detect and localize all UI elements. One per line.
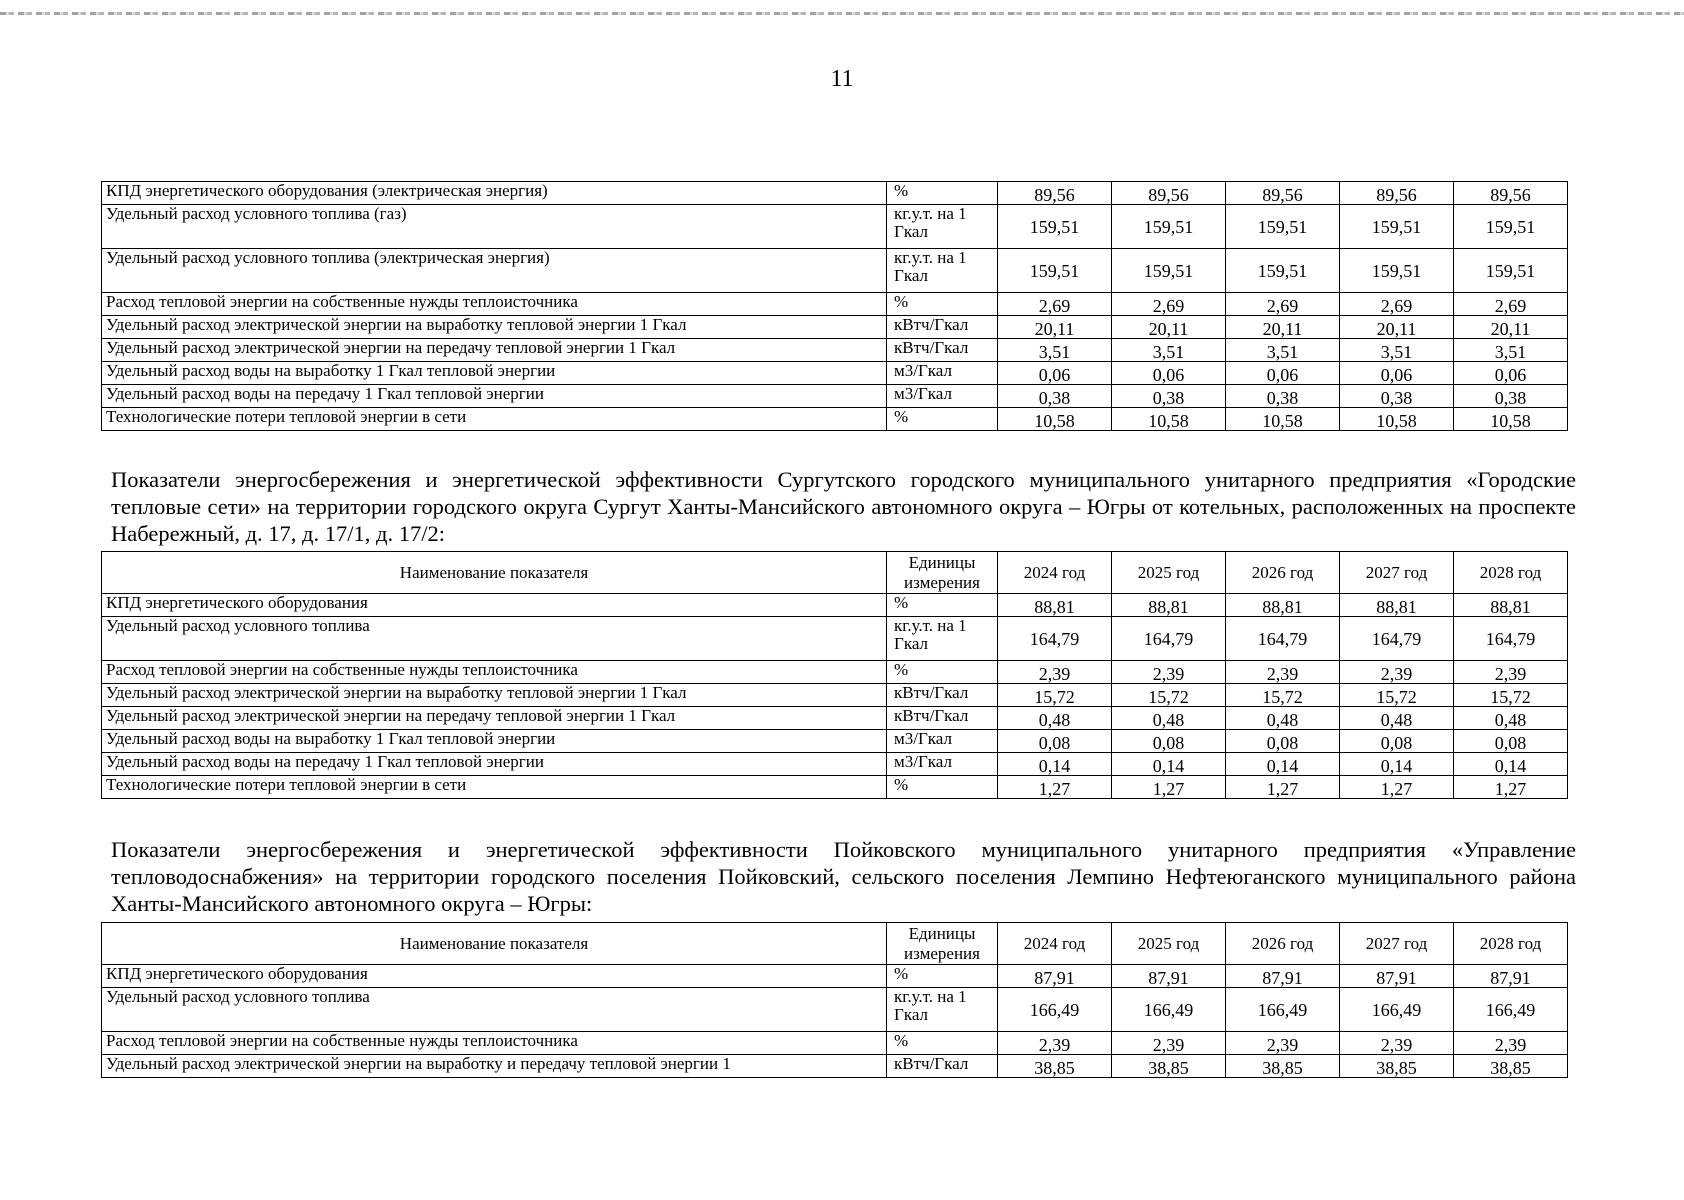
indicator-value: 20,11: [1112, 316, 1226, 339]
indicator-name: Удельный расход условного топлива: [102, 617, 887, 661]
indicator-value: 0,08: [1454, 730, 1568, 753]
indicator-value: 87,91: [1340, 965, 1454, 988]
indicator-value: 0,14: [1226, 753, 1340, 776]
indicator-value: 0,48: [998, 707, 1112, 730]
table-row: [102, 988, 1568, 1032]
indicator-value: 2,39: [1226, 661, 1340, 684]
indicator-value: 159,51: [1454, 249, 1568, 293]
indicator-unit: кВтч/Гкал: [887, 707, 998, 730]
indicator-name: Удельный расход электрической энергии на выработку тепловой энергии 1 Гкал: [102, 684, 887, 707]
indicator-unit: м3/Гкал: [887, 753, 998, 776]
indicator-value: 0,38: [1226, 385, 1340, 408]
indicator-value: 89,56: [1112, 182, 1226, 205]
indicators-table-3: [101, 922, 1568, 1078]
indicator-unit: кВтч/Гкал: [887, 1055, 998, 1078]
indicator-unit: м3/Гкал: [887, 385, 998, 408]
header-unit: Единицы измерения: [887, 552, 998, 594]
indicator-name: Удельный расход условного топлива: [102, 988, 887, 1032]
indicator-value: 10,58: [1226, 408, 1340, 431]
table-row: [102, 385, 1568, 408]
indicators-table-2: [101, 551, 1568, 799]
header-year: 2026 год: [1226, 552, 1340, 594]
header-unit: Единицы измерения: [887, 923, 998, 965]
table-row: [102, 408, 1568, 431]
indicator-value: 159,51: [1226, 249, 1340, 293]
indicator-value: 0,06: [1112, 362, 1226, 385]
indicator-value: 2,39: [1454, 661, 1568, 684]
indicator-value: 3,51: [1112, 339, 1226, 362]
table-row: [102, 1032, 1568, 1055]
indicator-value: 1,27: [1112, 776, 1226, 799]
page-number: 11: [830, 66, 854, 92]
indicator-value: 0,06: [998, 362, 1112, 385]
indicator-value: 89,56: [1454, 182, 1568, 205]
table-row: [102, 707, 1568, 730]
indicator-value: 10,58: [1454, 408, 1568, 431]
table-row: [102, 249, 1568, 293]
indicator-value: 15,72: [998, 684, 1112, 707]
indicator-value: 0,06: [1454, 362, 1568, 385]
indicator-value: 159,51: [1340, 249, 1454, 293]
indicator-value: 3,51: [1226, 339, 1340, 362]
indicator-value: 1,27: [998, 776, 1112, 799]
indicator-value: 0,38: [998, 385, 1112, 408]
indicator-name: Удельный расход электрической энергии на передачу тепловой энергии 1 Гкал: [102, 707, 887, 730]
indicator-unit: %: [887, 408, 998, 431]
indicator-value: 38,85: [1454, 1055, 1568, 1078]
indicator-unit: %: [887, 182, 998, 205]
indicator-value: 1,27: [1340, 776, 1454, 799]
indicator-value: 0,14: [1454, 753, 1568, 776]
indicator-value: 2,39: [998, 1032, 1112, 1055]
indicator-value: 2,69: [1112, 293, 1226, 316]
indicator-value: 164,79: [1340, 617, 1454, 661]
indicator-unit: %: [887, 594, 998, 617]
indicator-value: 3,51: [1340, 339, 1454, 362]
table-row: [102, 753, 1568, 776]
scan-edge-artifact: [0, 12, 1684, 15]
indicator-value: 2,69: [998, 293, 1112, 316]
indicator-value: 15,72: [1112, 684, 1226, 707]
header-year: 2025 год: [1112, 923, 1226, 965]
indicator-value: 164,79: [998, 617, 1112, 661]
table-row: [102, 661, 1568, 684]
section-description-surgut: Показатели энергосбережения и энергетической эффективности Сургутского городского муниципального унитарного предприятия «Городские тепловые сети» на территории городского округа Сургут Ханты-Мансийского автономного округа – Югры от котельных, расположенных на проспекте Набережный, д. 17, д. 17/1, д. 17/2:: [111, 467, 1576, 546]
indicator-name: Удельный расход воды на передачу 1 Гкал тепловой энергии: [102, 385, 887, 408]
indicator-value: 1,27: [1226, 776, 1340, 799]
indicator-name: Удельный расход условного топлива (электрическая энергия): [102, 249, 887, 293]
indicator-value: 89,56: [1226, 182, 1340, 205]
indicator-value: 38,85: [1112, 1055, 1226, 1078]
header-indicator-name: Наименование показателя: [102, 552, 887, 594]
table-row: [102, 617, 1568, 661]
indicator-value: 0,48: [1454, 707, 1568, 730]
indicator-value: 166,49: [1112, 988, 1226, 1032]
indicator-value: 0,08: [1226, 730, 1340, 753]
indicator-value: 0,38: [1454, 385, 1568, 408]
indicator-unit: %: [887, 776, 998, 799]
indicator-value: 15,72: [1226, 684, 1340, 707]
indicator-value: 2,69: [1226, 293, 1340, 316]
indicator-value: 0,06: [1340, 362, 1454, 385]
indicator-unit: кг.у.т. на 1 Гкал: [887, 205, 998, 249]
table-row: [102, 965, 1568, 988]
indicator-value: 15,72: [1454, 684, 1568, 707]
indicator-value: 88,81: [1226, 594, 1340, 617]
indicator-name: Удельный расход электрической энергии на выработку тепловой энергии 1 Гкал: [102, 316, 887, 339]
indicator-name: Расход тепловой энергии на собственные нужды теплоисточника: [102, 661, 887, 684]
indicator-value: 87,91: [1112, 965, 1226, 988]
indicator-name: КПД энергетического оборудования: [102, 965, 887, 988]
indicator-unit: %: [887, 965, 998, 988]
indicator-name: Удельный расход электрической энергии на передачу тепловой энергии 1 Гкал: [102, 339, 887, 362]
table-header-row: [102, 552, 1568, 594]
indicator-value: 159,51: [998, 205, 1112, 249]
indicator-value: 159,51: [1112, 205, 1226, 249]
indicator-value: 0,08: [1340, 730, 1454, 753]
indicator-value: 20,11: [1454, 316, 1568, 339]
indicator-value: 166,49: [1226, 988, 1340, 1032]
table-row: [102, 316, 1568, 339]
indicator-value: 0,14: [998, 753, 1112, 776]
indicator-value: 15,72: [1340, 684, 1454, 707]
indicator-value: 0,08: [998, 730, 1112, 753]
indicator-value: 89,56: [998, 182, 1112, 205]
indicator-value: 2,39: [1112, 661, 1226, 684]
indicator-name: Удельный расход воды на передачу 1 Гкал тепловой энергии: [102, 753, 887, 776]
indicator-value: 38,85: [1340, 1055, 1454, 1078]
indicator-name: Удельный расход воды на выработку 1 Гкал тепловой энергии: [102, 362, 887, 385]
header-year: 2027 год: [1340, 923, 1454, 965]
indicator-value: 1,27: [1454, 776, 1568, 799]
table-row: [102, 293, 1568, 316]
header-year: 2028 год: [1454, 923, 1568, 965]
indicator-name: Удельный расход электрической энергии на выработку и передачу тепловой энергии 1: [102, 1055, 887, 1078]
indicator-value: 3,51: [1454, 339, 1568, 362]
table-row: [102, 684, 1568, 707]
indicator-value: 164,79: [1454, 617, 1568, 661]
indicator-value: 87,91: [1454, 965, 1568, 988]
indicator-name: Удельный расход воды на выработку 1 Гкал тепловой энергии: [102, 730, 887, 753]
indicator-value: 2,39: [998, 661, 1112, 684]
indicator-name: Расход тепловой энергии на собственные нужды теплоисточника: [102, 1032, 887, 1055]
indicator-name: КПД энергетического оборудования (электрическая энергия): [102, 182, 887, 205]
indicator-value: 20,11: [998, 316, 1112, 339]
table-row: [102, 776, 1568, 799]
indicator-unit: %: [887, 661, 998, 684]
header-year: 2027 год: [1340, 552, 1454, 594]
indicator-value: 0,14: [1340, 753, 1454, 776]
indicator-value: 88,81: [1340, 594, 1454, 617]
indicator-unit: кВтч/Гкал: [887, 339, 998, 362]
indicator-unit: кг.у.т. на 1 Гкал: [887, 988, 998, 1032]
indicator-value: 10,58: [998, 408, 1112, 431]
indicator-unit: кВтч/Гкал: [887, 316, 998, 339]
indicator-value: 166,49: [1454, 988, 1568, 1032]
indicator-value: 2,39: [1340, 1032, 1454, 1055]
header-indicator-name: Наименование показателя: [102, 923, 887, 965]
indicator-value: 88,81: [1112, 594, 1226, 617]
indicator-value: 87,91: [1226, 965, 1340, 988]
indicator-value: 164,79: [1112, 617, 1226, 661]
indicator-unit: м3/Гкал: [887, 362, 998, 385]
header-year: 2026 год: [1226, 923, 1340, 965]
header-year: 2028 год: [1454, 552, 1568, 594]
indicator-unit: %: [887, 293, 998, 316]
indicator-value: 0,06: [1226, 362, 1340, 385]
indicator-value: 0,08: [1112, 730, 1226, 753]
indicator-name: КПД энергетического оборудования: [102, 594, 887, 617]
indicator-value: 166,49: [1340, 988, 1454, 1032]
indicator-unit: кг.у.т. на 1 Гкал: [887, 617, 998, 661]
indicator-value: 2,69: [1454, 293, 1568, 316]
table-header-row: [102, 923, 1568, 965]
indicator-unit: %: [887, 1032, 998, 1055]
table-row: [102, 205, 1568, 249]
header-year: 2024 год: [998, 923, 1112, 965]
indicator-value: 159,51: [998, 249, 1112, 293]
indicator-value: 0,38: [1112, 385, 1226, 408]
table-row: [102, 594, 1568, 617]
header-year: 2025 год: [1112, 552, 1226, 594]
section-description-poikovsky: Показатели энергосбережения и энергетической эффективности Пойковского муниципального унитарного предприятия «Управление тепловодоснабжения» на территории городского поселения Пойковский, сельского поселения Лемпино Нефтеюганского муниципального района Ханты-Мансийского автономного округа – Югры:: [111, 837, 1576, 916]
indicator-value: 159,51: [1340, 205, 1454, 249]
indicator-name: Расход тепловой энергии на собственные нужды теплоисточника: [102, 293, 887, 316]
indicator-name: Технологические потери тепловой энергии в сети: [102, 776, 887, 799]
indicator-unit: кВтч/Гкал: [887, 684, 998, 707]
indicator-value: 38,85: [1226, 1055, 1340, 1078]
indicator-value: 159,51: [1226, 205, 1340, 249]
indicator-value: 2,39: [1226, 1032, 1340, 1055]
indicator-value: 0,14: [1112, 753, 1226, 776]
indicator-value: 88,81: [998, 594, 1112, 617]
indicator-value: 88,81: [1454, 594, 1568, 617]
table-row: [102, 730, 1568, 753]
table-row: [102, 1055, 1568, 1078]
table-row: [102, 339, 1568, 362]
indicator-value: 3,51: [998, 339, 1112, 362]
table-row: [102, 362, 1568, 385]
indicator-value: 2,39: [1112, 1032, 1226, 1055]
indicator-value: 166,49: [998, 988, 1112, 1032]
indicator-value: 0,48: [1226, 707, 1340, 730]
indicator-value: 159,51: [1454, 205, 1568, 249]
indicator-value: 10,58: [1340, 408, 1454, 431]
indicator-unit: м3/Гкал: [887, 730, 998, 753]
indicator-value: 2,69: [1340, 293, 1454, 316]
indicator-value: 38,85: [998, 1055, 1112, 1078]
indicator-value: 87,91: [998, 965, 1112, 988]
header-year: 2024 год: [998, 552, 1112, 594]
indicator-name: Технологические потери тепловой энергии в сети: [102, 408, 887, 431]
indicator-value: 0,48: [1340, 707, 1454, 730]
indicator-value: 10,58: [1112, 408, 1226, 431]
indicator-unit: кг.у.т. на 1 Гкал: [887, 249, 998, 293]
indicator-value: 2,39: [1454, 1032, 1568, 1055]
indicator-name: Удельный расход условного топлива (газ): [102, 205, 887, 249]
indicator-value: 20,11: [1226, 316, 1340, 339]
indicator-value: 159,51: [1112, 249, 1226, 293]
table-row: [102, 182, 1568, 205]
indicator-value: 164,79: [1226, 617, 1340, 661]
indicator-value: 0,48: [1112, 707, 1226, 730]
indicator-value: 89,56: [1340, 182, 1454, 205]
indicator-value: 20,11: [1340, 316, 1454, 339]
indicator-value: 0,38: [1340, 385, 1454, 408]
indicators-table-1: [101, 181, 1568, 431]
indicator-value: 2,39: [1340, 661, 1454, 684]
